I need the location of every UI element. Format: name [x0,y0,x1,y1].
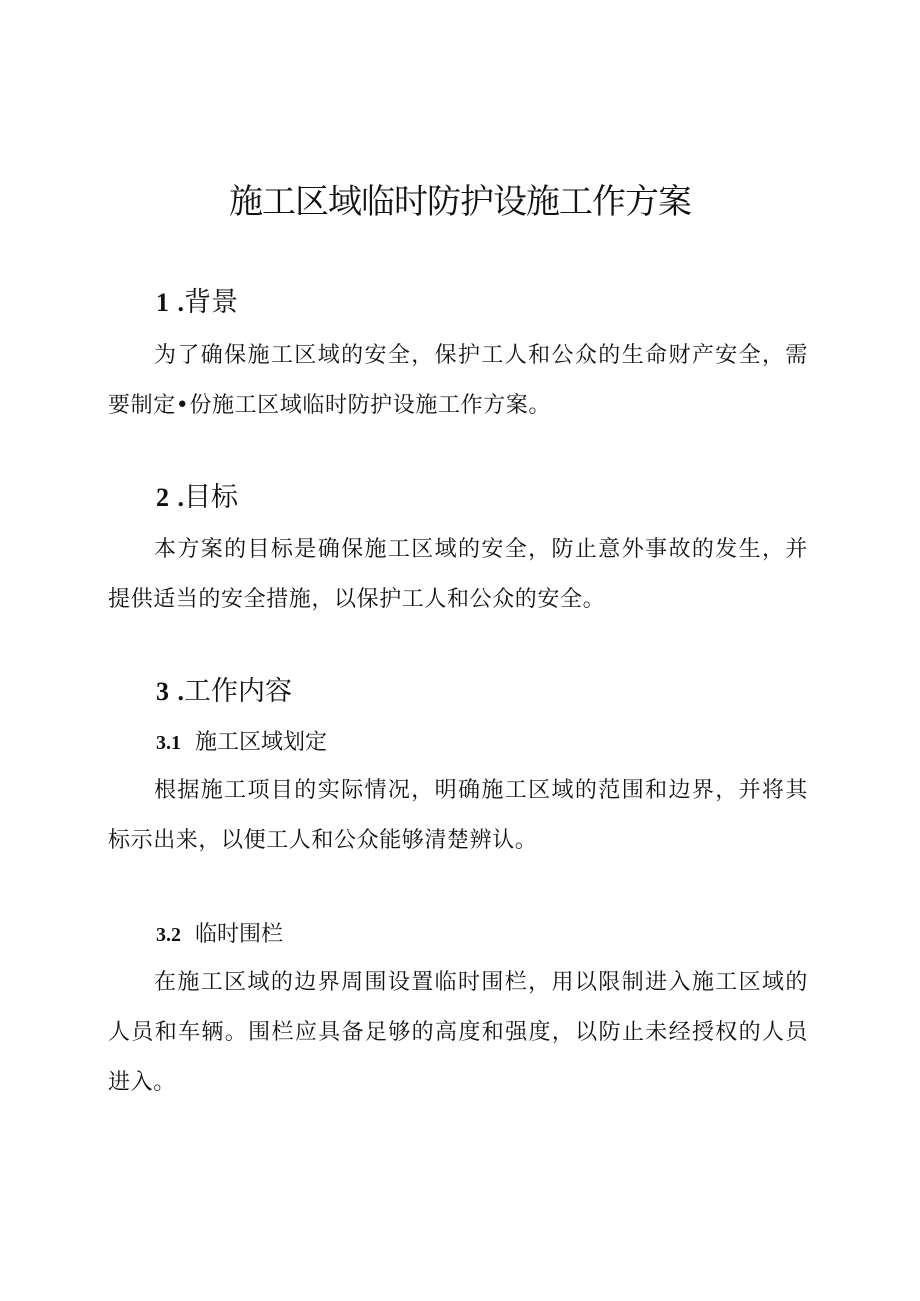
section-number: 2 [156,483,169,512]
section-title: 工作内容 [184,676,292,707]
section-number: 1 [156,288,169,317]
subsection-paragraph-area-definition: 根据施工项目的实际情况，明确施工区域的范围和边界，并将其标示出来，以便工人和公众能够清楚辨认。 [108,778,808,853]
section-number-dot: . [171,288,184,317]
section-heading-work-content [156,672,292,712]
subsection-number: 3.2 [156,924,181,946]
section-heading-background [156,283,238,323]
section-title: 背景 [184,287,238,318]
section-number-dot: . [171,677,184,706]
section-paragraph-background: 为了确保施工区域的安全，保护工人和公众的生命财产安全，需要制定•份施工区域临时防护设施工作方案。 [108,343,808,418]
document-title: 施工区域临时防护设施工作方案 [229,182,691,222]
subsection-paragraph-temporary-fence: 在施工区域的边界周围设置临时围栏，用以限制进入施工区域的人员和车辆。围栏应具备足够的高度和强度，以防止未经授权的人员进入。 [108,970,808,1095]
subsection-title: 临时围栏 [195,922,284,947]
subsection-number: 3.1 [156,732,181,754]
section-number-dot: . [171,483,184,512]
section-heading-goals [156,478,238,518]
subsection-heading-area-definition [156,726,327,760]
subsection-title: 施工区域划定 [195,730,328,755]
section-title: 目标 [184,482,238,513]
section-number: 3 [156,677,169,706]
subsection-heading-temporary-fence [156,918,283,952]
section-paragraph-goals: 本方案的目标是确保施工区域的安全，防止意外事故的发生，并提供适当的安全措施，以保护工人和公众的安全。 [108,537,808,612]
